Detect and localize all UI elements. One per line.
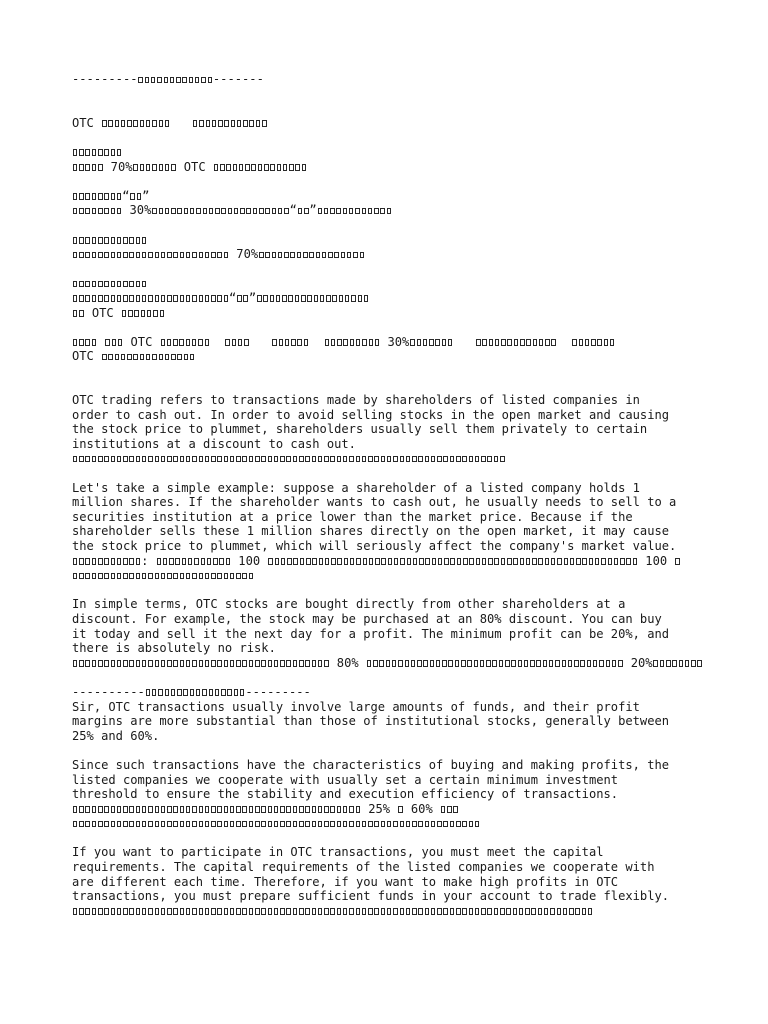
text-line: requirements. The capital requirements of the listed companies we cooperate with [72, 860, 655, 875]
text-line: Since such transactions have the characteristics of buying and making profits, the [72, 757, 670, 772]
text-line: margins are more substantial than those of institutional stocks, generally between [72, 714, 670, 729]
text-line: securities institution at a price lower than the market price. Because if the [72, 509, 633, 524]
text-line: OTC trading refers to transactions made by shareholders of listed companies in [72, 393, 640, 408]
text-line: Sir, OTC transactions usually involve large amounts of funds, and their profit [72, 699, 640, 714]
text-line [72, 568, 712, 583]
text-line: institutions at a discount to cash out. [72, 436, 356, 451]
text-line: 25% 60% [72, 802, 712, 817]
blank-line [72, 262, 712, 277]
text-line [72, 451, 712, 466]
document-body [72, 72, 712, 918]
blank-line [72, 218, 712, 233]
blank-line [72, 320, 712, 335]
text-line: order to cash out. In order to avoid selling stocks in the open market and causing [72, 407, 670, 422]
text-line: 70% [72, 247, 712, 262]
text-line: If you want to participate in OTC transactions, you must meet the capital [72, 845, 604, 860]
text-line: Let's take a simple example: suppose a shareholder of a listed company holds 1 [72, 480, 640, 495]
text-line: it today and sell it the next day for a profit. The minimum profit can be 20%, and [72, 626, 670, 641]
text-line: 30% “ ” [72, 203, 712, 218]
text-line: transactions, you must prepare sufficient funds in your account to trade flexibly. [72, 889, 670, 904]
blank-line [72, 174, 712, 189]
text-line: “ ” [72, 189, 712, 204]
text-line: are different each time. Therefore, if you want to make high profits in OTC [72, 874, 619, 889]
text-line: ---------- --------- [72, 684, 311, 699]
text-line: there is absolutely no risk. [72, 641, 276, 656]
text-line: threshold to ensure the stability and execution efficiency of transactions. [72, 787, 619, 802]
text-line: “ ” [72, 291, 712, 306]
text-line: million shares. If the shareholder wants to cash out, he usually needs to sell to a [72, 495, 677, 510]
blank-line [72, 130, 712, 145]
text-line: shareholder sells these 1 million shares directly on the open market, it may cause [72, 524, 670, 539]
text-line: 25% and 60%. [72, 728, 160, 743]
blank-line [72, 670, 712, 685]
text-line [72, 145, 712, 160]
text-line [72, 233, 712, 248]
text-line [72, 276, 712, 291]
text-line: OTC [72, 116, 712, 131]
text-line: 70% OTC [72, 160, 712, 175]
blank-line [72, 87, 712, 116]
text-line: --------- ------- [72, 72, 264, 86]
text-line: OTC [72, 349, 712, 364]
text-line: : 100 100 [72, 554, 712, 569]
text-line: OTC 30% [72, 335, 712, 350]
text-line: listed companies we cooperate with usually set a certain minimum investment [72, 772, 619, 787]
text-line: OTC [72, 306, 712, 321]
text-line [72, 904, 712, 919]
text-line: In simple terms, OTC stocks are bought directly from other shareholders at a [72, 597, 626, 612]
text-line: the stock price to plummet, which will seriously affect the company's market value. [72, 539, 677, 553]
blank-line [72, 743, 712, 758]
text-line: the stock price to plummet, shareholders usually sell them privately to certain [72, 422, 648, 437]
blank-line [72, 364, 712, 393]
blank-line [72, 831, 712, 846]
blank-line [72, 466, 712, 481]
text-line: discount. For example, the stock may be purchased at an 80% discount. You can buy [72, 611, 662, 626]
text-line [72, 816, 712, 831]
text-line: 80% 20% [72, 656, 712, 671]
blank-line [72, 583, 712, 598]
